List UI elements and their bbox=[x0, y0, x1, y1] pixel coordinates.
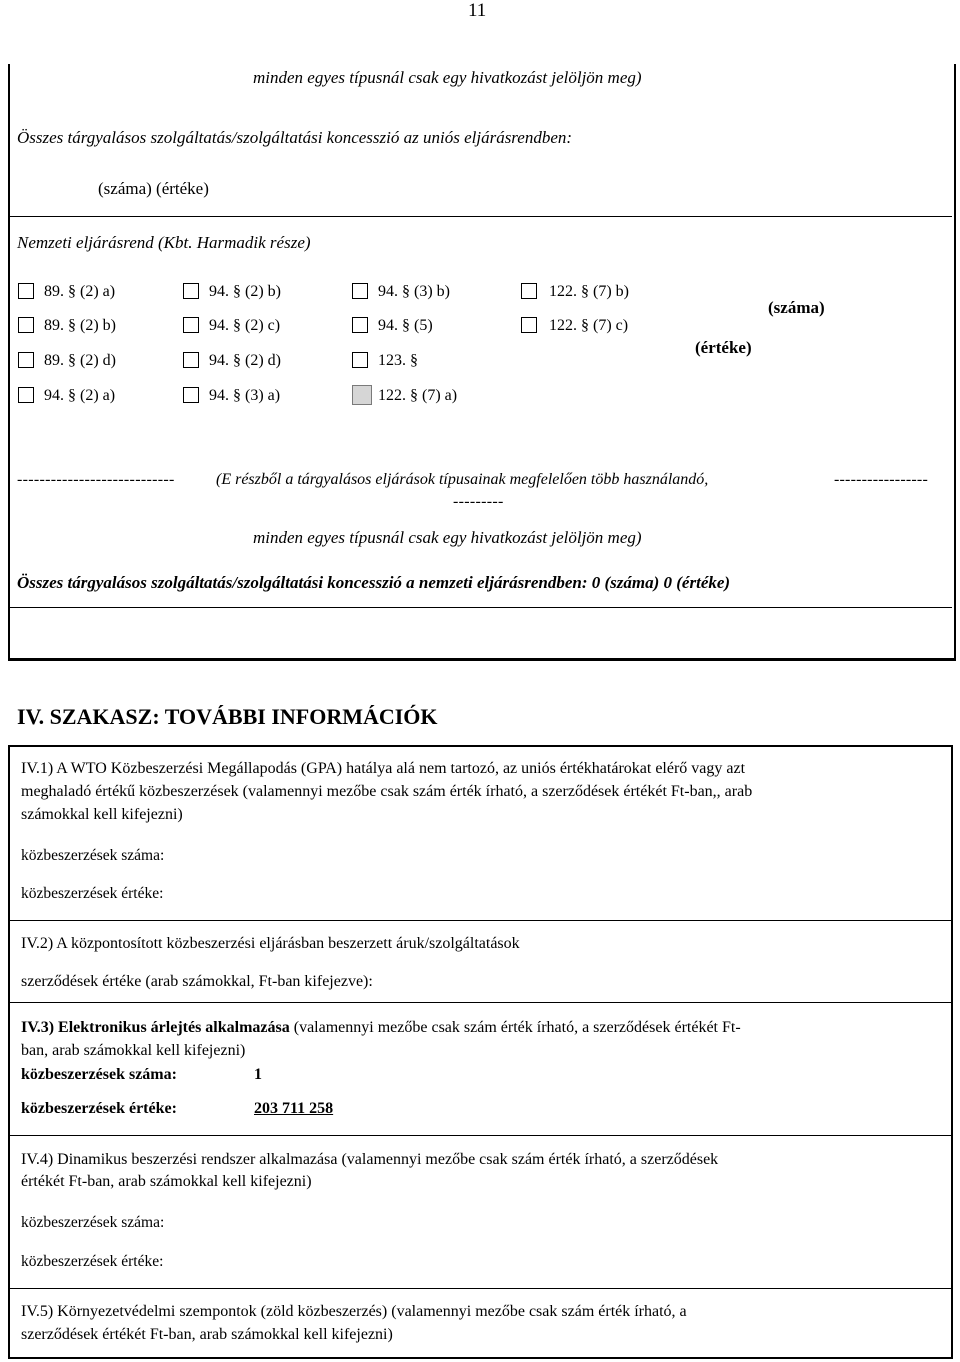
iv4-value-label: közbeszerzések értéke: bbox=[21, 1253, 164, 1270]
checkbox-label: 122. § (7) a) bbox=[378, 387, 458, 404]
iv1-count-label: közbeszerzések száma: bbox=[21, 847, 165, 864]
national-total: Összes tárgyalásos szolgáltatás/szolgáltatási koncesszió a nemzeti eljárásrendben: 0 (száma) 0 (értéke) bbox=[17, 573, 731, 592]
dash-note: (E részből a tárgyalásos eljárások típusainak megfelelően több használandó, bbox=[216, 471, 709, 488]
checkbox-122-7a[interactable] bbox=[352, 385, 372, 405]
checkbox-label: 123. § bbox=[378, 352, 418, 369]
dash-line-right: ----------------- bbox=[834, 471, 928, 488]
iv3-text bbox=[21, 1018, 741, 1037]
page-number: 11 bbox=[468, 0, 487, 21]
dash-line-left: ---------------------------- bbox=[17, 471, 175, 488]
iv2-text: IV.2) A központosított közbeszerzési eljárásban beszerzett áruk/szolgáltatások bbox=[21, 935, 520, 952]
instruction-line: minden egyes típusnál csak egy hivatkozást jelöljön meg) bbox=[253, 68, 642, 87]
divider bbox=[10, 1288, 951, 1289]
checkbox-94-3a[interactable] bbox=[183, 387, 199, 403]
dash-line-wrap: --------- bbox=[453, 493, 504, 510]
checkbox-122-7b[interactable] bbox=[521, 283, 537, 299]
checkbox-89-2d[interactable] bbox=[18, 352, 34, 368]
section-title: IV. SZAKASZ: TOVÁBBI INFORMÁCIÓK bbox=[17, 704, 438, 729]
divider bbox=[10, 920, 951, 921]
iv4-count-label: közbeszerzések száma: bbox=[21, 1214, 165, 1231]
iv1-text: meghaladó értékű közbeszerzések (valamennyi mezőbe csak szám érték írható, a szerződések értékét Ft-ban,, arab bbox=[21, 783, 753, 800]
checkbox-label: 89. § (2) d) bbox=[44, 352, 116, 369]
iv3-value-label: közbeszerzések értéke: bbox=[21, 1100, 177, 1117]
checkbox-label: 94. § (5) bbox=[378, 317, 433, 334]
union-total-label: Összes tárgyalásos szolgáltatás/szolgáltatási koncesszió az uniós eljárásrendben: bbox=[17, 128, 573, 147]
iv3-text: ban, arab számokkal kell kifejezni) bbox=[21, 1042, 246, 1059]
iv3-text-rest: (valamennyi mezőbe csak szám érték írható, a szerződések értékét Ft- bbox=[289, 1019, 741, 1036]
checkbox-89-2b[interactable] bbox=[18, 317, 34, 333]
checkbox-94-2d[interactable] bbox=[183, 352, 199, 368]
national-procedure-box bbox=[8, 64, 956, 661]
iv1-text: számokkal kell kifejezni) bbox=[21, 806, 183, 823]
checkbox-label: 94. § (3) b) bbox=[378, 283, 450, 300]
iv1-value-label: közbeszerzések értéke: bbox=[21, 885, 164, 902]
checkbox-94-2a[interactable] bbox=[18, 387, 34, 403]
erteke-label: (értéke) bbox=[695, 338, 752, 357]
iv3-count-label: közbeszerzések száma: bbox=[21, 1066, 177, 1083]
iv5-text: szerződések értékét Ft-ban, arab számokkal kell kifejezni) bbox=[21, 1326, 393, 1343]
checkbox-94-2c[interactable] bbox=[183, 317, 199, 333]
iv4-text: IV.4) Dinamikus beszerzési rendszer alkalmazása (valamennyi mezőbe csak szám érték írható, a szerződések bbox=[21, 1151, 719, 1168]
checkbox-94-3b[interactable] bbox=[352, 283, 368, 299]
checkbox-label: 94. § (3) a) bbox=[209, 387, 281, 404]
iv3-heading: IV.3) Elektronikus árlejtés alkalmazása bbox=[21, 1019, 290, 1036]
checkbox-label: 122. § (7) c) bbox=[549, 317, 629, 334]
checkbox-89-2a[interactable] bbox=[18, 283, 34, 299]
checkbox-label: 94. § (2) c) bbox=[209, 317, 281, 334]
checkbox-label: 89. § (2) b) bbox=[44, 317, 116, 334]
iv1-text: IV.1) A WTO Közbeszerzési Megállapodás (GPA) hatálya alá nem tartozó, az uniós értékhatárokat elérő vagy azt bbox=[21, 760, 746, 777]
checkbox-123[interactable] bbox=[352, 352, 368, 368]
national-title: Nemzeti eljárásrend (Kbt. Harmadik része) bbox=[17, 233, 311, 252]
checkbox-94-2b[interactable] bbox=[183, 283, 199, 299]
checkbox-label: 122. § (7) b) bbox=[549, 283, 629, 300]
divider bbox=[10, 607, 952, 608]
iv4-text: értékét Ft-ban, arab számokkal kell kifejezni) bbox=[21, 1173, 312, 1190]
checkbox-94-5[interactable] bbox=[352, 317, 368, 333]
checkbox-122-7c[interactable] bbox=[521, 317, 537, 333]
instruction-line: minden egyes típusnál csak egy hivatkozást jelöljön meg) bbox=[253, 528, 642, 547]
iv3-count-value: 1 bbox=[254, 1066, 262, 1083]
checkbox-label: 94. § (2) b) bbox=[209, 283, 281, 300]
checkbox-label: 94. § (2) a) bbox=[44, 387, 116, 404]
divider bbox=[10, 1135, 951, 1136]
union-total-values: (száma) (értéke) bbox=[98, 179, 209, 198]
iv3-value: 203 711 258 bbox=[254, 1100, 334, 1117]
divider bbox=[10, 1002, 951, 1003]
checkbox-label: 89. § (2) a) bbox=[44, 283, 116, 300]
iv5-text: IV.5) Környezetvédelmi szempontok (zöld közbeszerzés) (valamennyi mezőbe csak szám érték írható, a bbox=[21, 1303, 687, 1320]
iv2-text: szerződések értéke (arab számokkal, Ft-ban kifejezve): bbox=[21, 973, 373, 990]
szama-label: (száma) bbox=[768, 298, 825, 317]
checkbox-label: 94. § (2) d) bbox=[209, 352, 281, 369]
divider bbox=[10, 216, 952, 217]
